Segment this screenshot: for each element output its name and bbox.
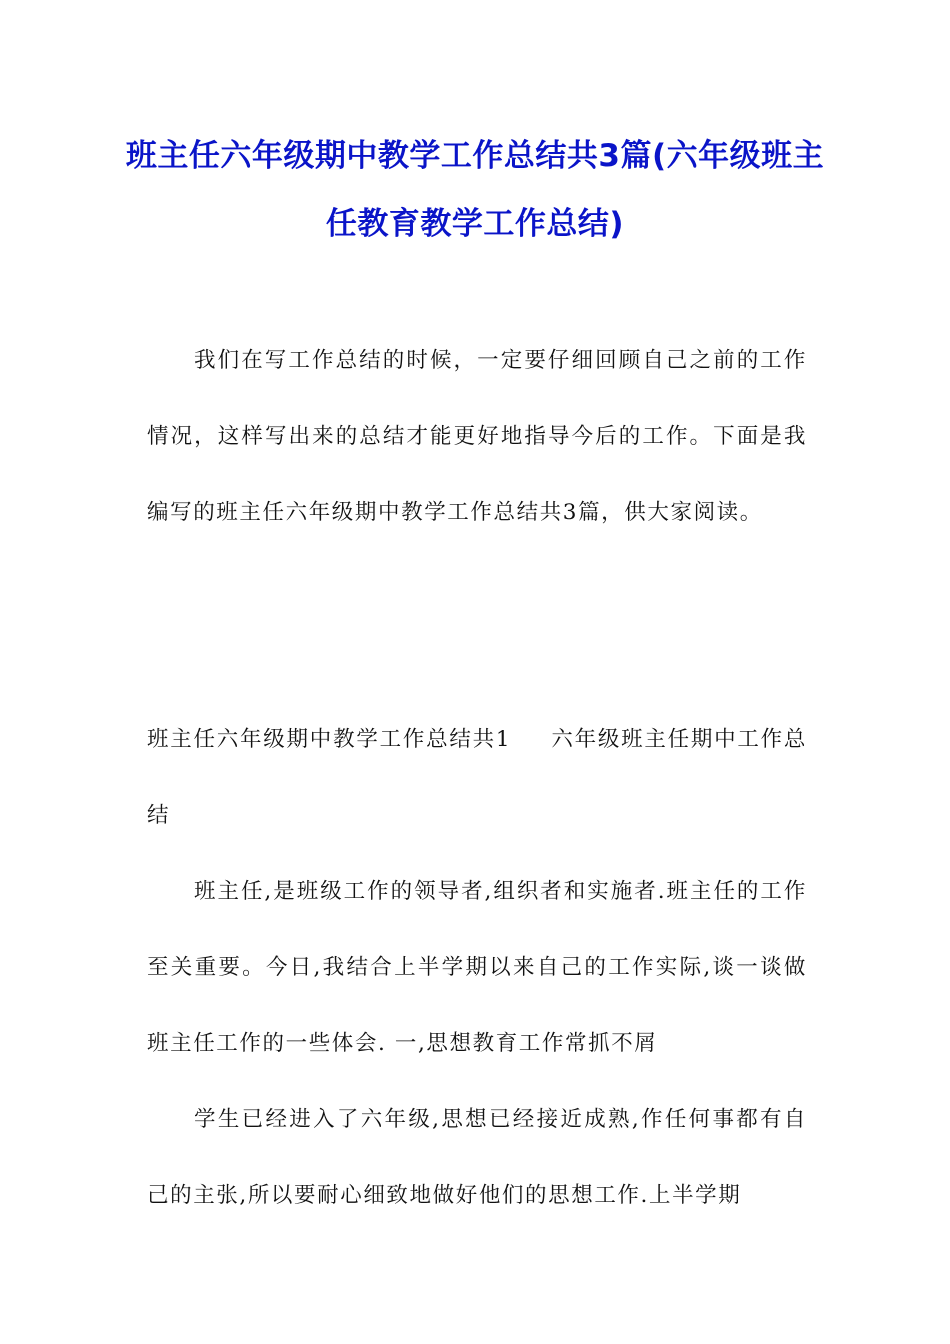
body-paragraph-1: 班主任,是班级工作的领导者,组织者和实施者.班主任的工作至关重要。今日,我结合上半学期以来自己的工作实际,谈一谈做班主任工作的一些体会. 一,思想教育工作常抓不屑 [147,879,807,1056]
document-title: 班主任六年级期中教学工作总结共3篇(六年级班主任教育教学工作总结) [125,138,825,242]
section-heading [147,702,807,854]
intro-paragraph: 我们在写工作总结的时候，一定要仔细回顾自己之前的工作情况，这样写出来的总结才能更好地指导今后的工作。下面是我编写的班主任六年级期中教学工作总结共3篇，供大家阅读。 [147,348,807,525]
body-paragraph-2: 学生已经进入了六年级,思想已经接近成熟,作任何事都有自己的主张,所以要耐心细致地做好他们的思想工作.上半学期 [147,1107,807,1208]
section-heading-main: 班主任六年级期中教学工作总结共1 [147,727,512,752]
section-heading-sub: 六年级班主任期中工作总结 [147,727,807,828]
